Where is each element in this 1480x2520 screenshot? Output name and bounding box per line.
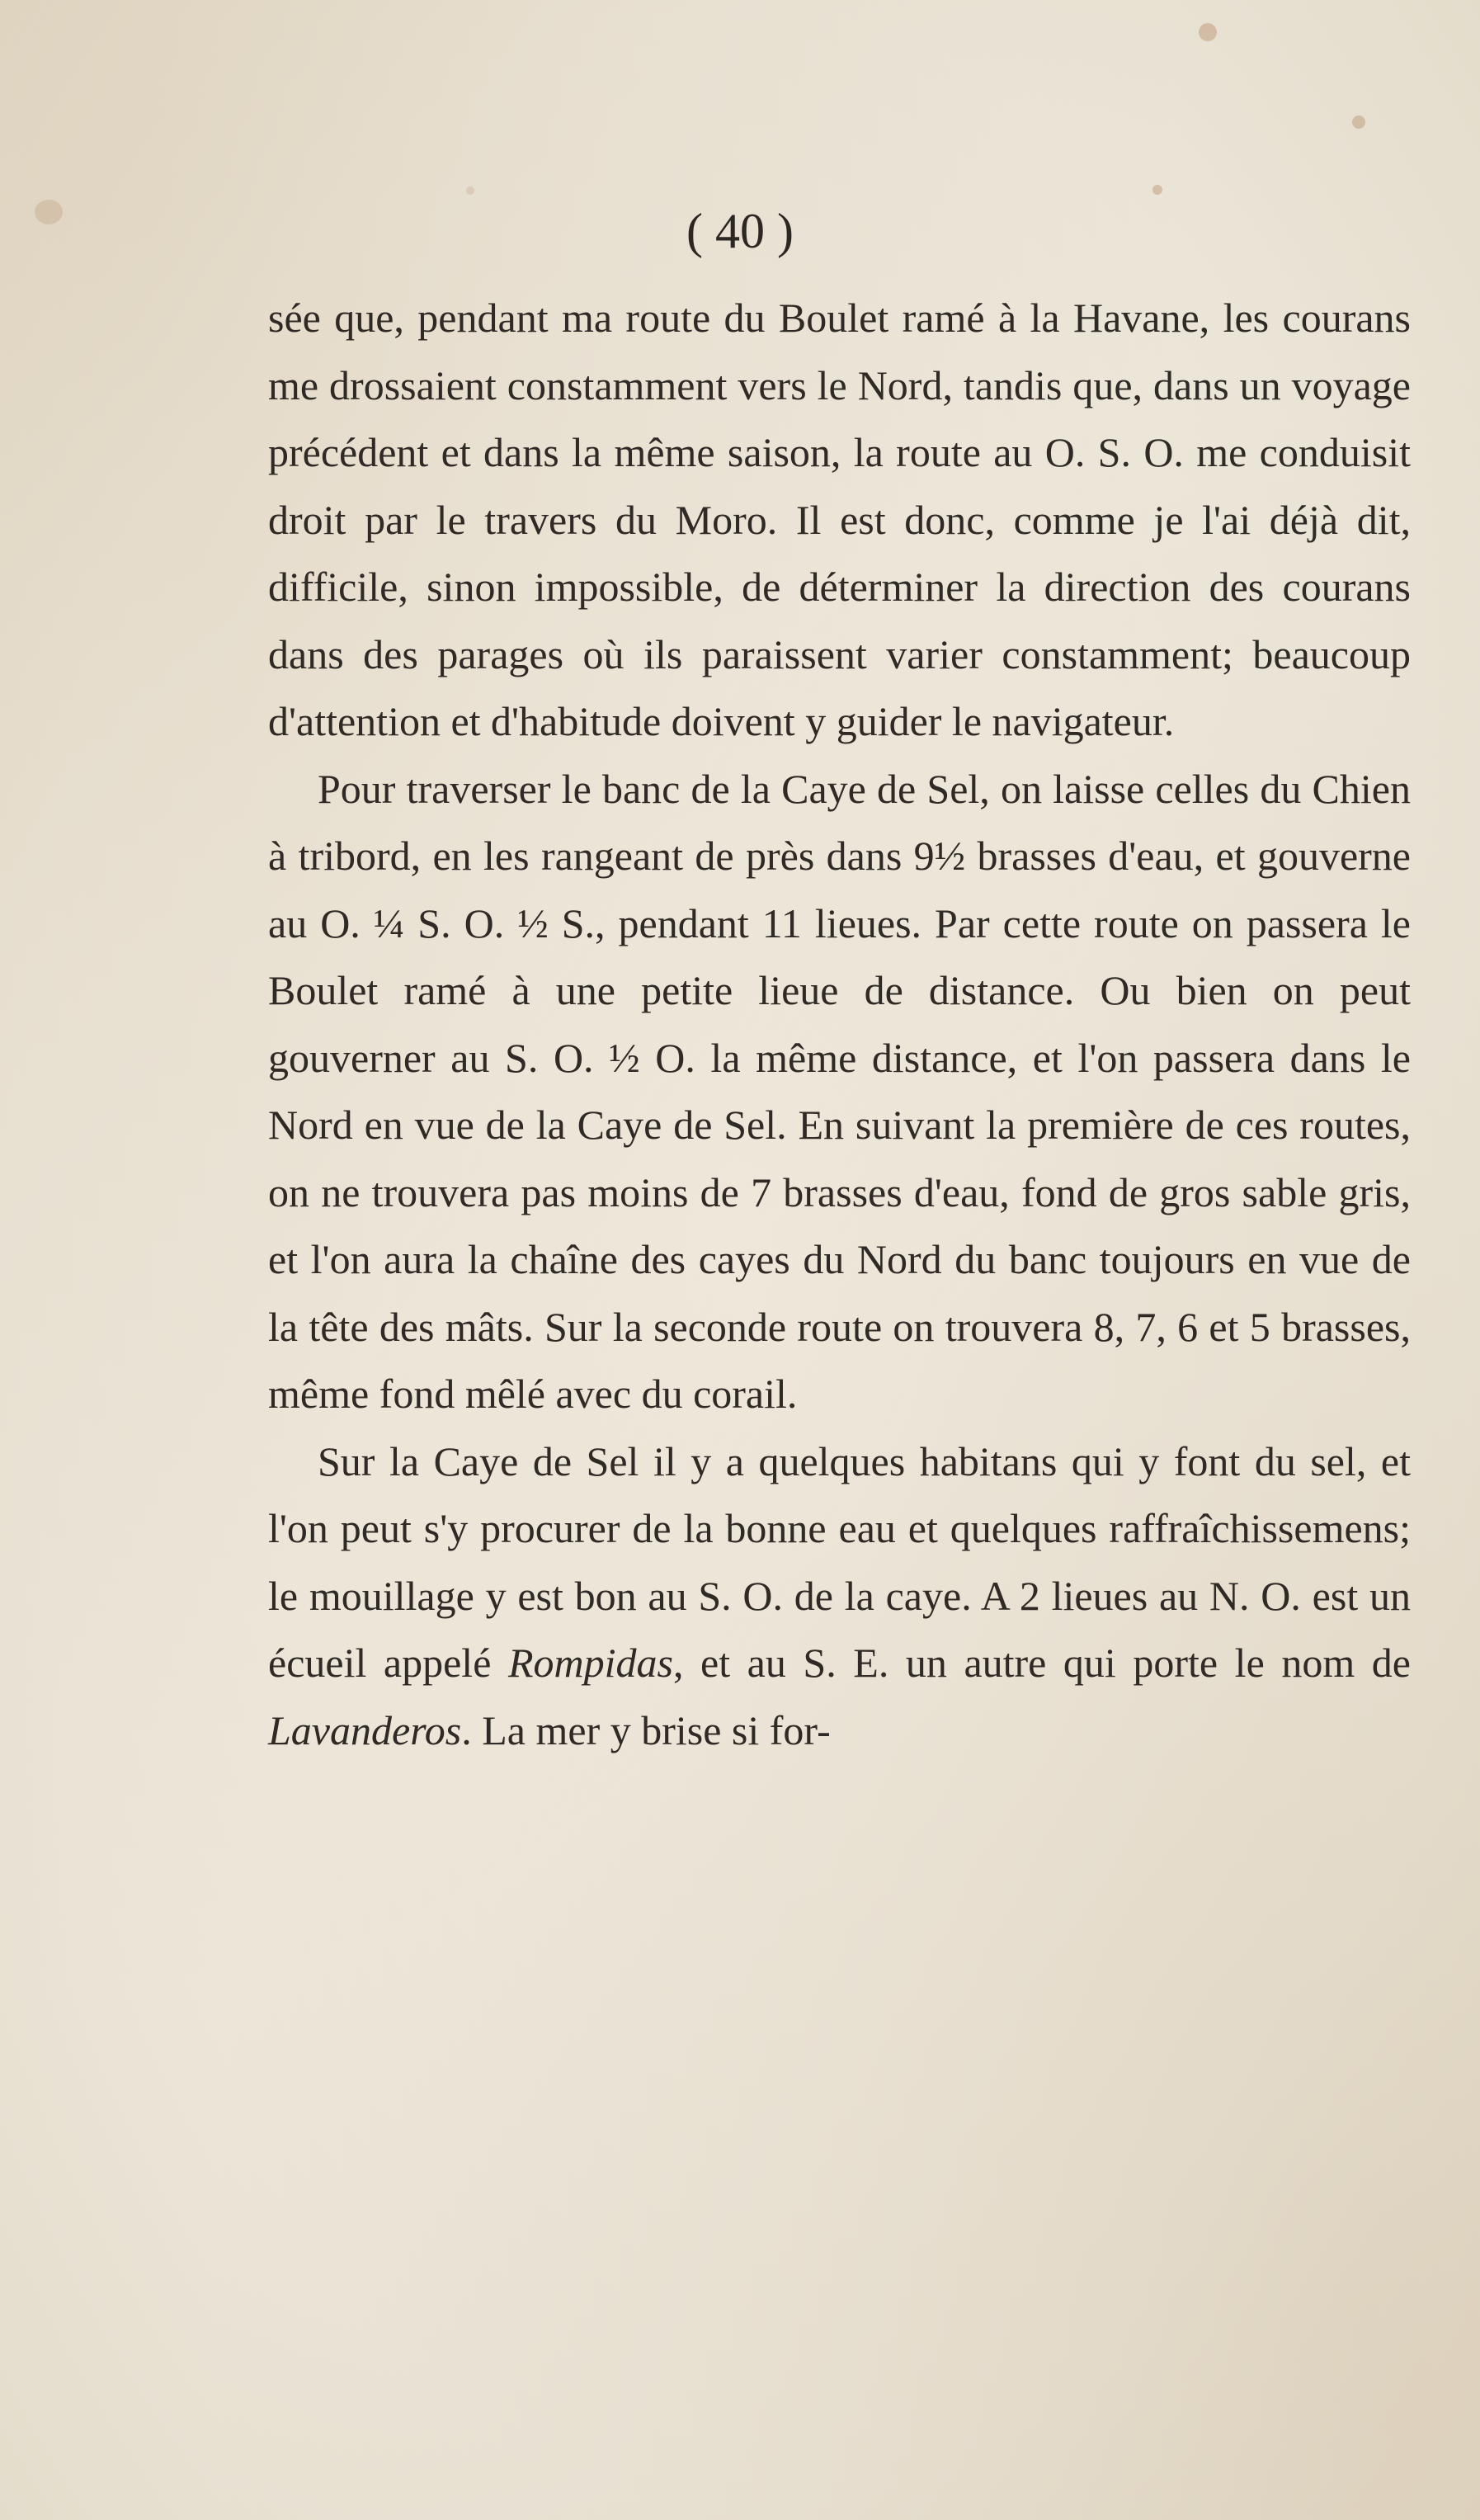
foxing-spot [1199, 23, 1217, 41]
body-text [268, 285, 1411, 1764]
paragraph-continuation: sée que, pendant ma route du Boulet ramé à la Havane, les courans me drossaient constamment vers le Nord, tandis que, dans un voyage précédent et dans la même saison, la route au O. S. O. me conduisit droit par le travers du Moro. Il est donc, comme je l'ai déjà dit, difficile, sinon impossible, de déterminer la direction des courans dans des parages où ils paraissent varier constamment; beaucoup d'attention et d'habitude doivent y guider le navigateur. [268, 295, 1411, 744]
italic-place-name: Lavanderos [268, 1706, 462, 1753]
paragraph-text: Sur la Caye de Sel il y a quelques habitans qui y font du sel, et l'on peut s'y procurer de la bonne eau et quelques raffraîchissemens; le mouillage y est bon au S. O. de la caye. A 2 lieues au N. O. est un écueil appelé [268, 1437, 1411, 1686]
italic-place-name: Rompidas [507, 1640, 673, 1686]
paragraph-banc-caye-de-sel: Pour traverser le banc de la Caye de Sel, on laisse celles du Chien à tribord, en les rangeant de près dans 9½ brasses d'eau, et gouverne au O. ¼ S. O. ½ S., pendant 11 lieues. Par cette route on passera le Boulet ramé à une petite lieue de distance. Ou bien on peut gouverner au S. O. ½ O. la même distance, et l'on passera dans le Nord en vue de la Caye de Sel. En suivant la première de ces routes, on ne trouvera pas moins de 7 brasses d'eau, fond de gros sable gris, et l'on aura la chaîne des cayes du Nord du banc toujours en vue de la tête des mâts. Sur la seconde route on trouvera 8, 7, 6 et 5 brasses, même fond mêlé avec du corail. [268, 765, 1411, 1417]
paragraph-caye-de-sel [268, 1428, 1411, 1765]
paragraph-text: , et au S. E. un autre qui porte le nom de [672, 1640, 1411, 1686]
foxing-spot [1152, 185, 1162, 195]
paragraph-text: . La mer y brise si for- [461, 1706, 831, 1753]
page-number: ( 40 ) [686, 204, 794, 258]
foxing-spot [1352, 116, 1365, 129]
foxing-spot [466, 186, 474, 195]
